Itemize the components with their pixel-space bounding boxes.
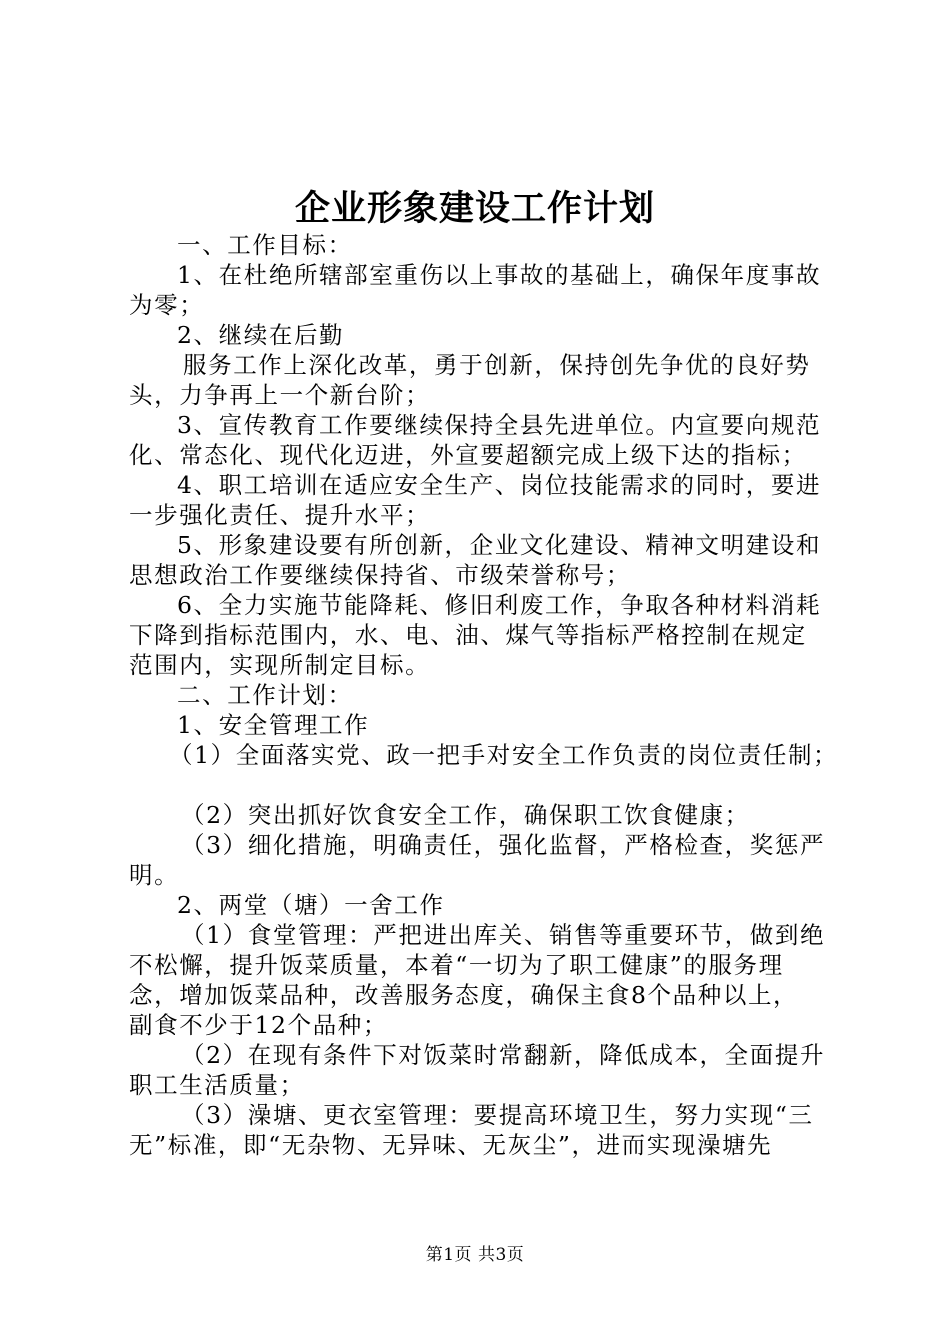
paragraph-line: 4、职工培训在适应安全生产、岗位技能需求的同时，要进 [177, 471, 822, 499]
paragraph-line: 为零； [129, 291, 205, 319]
paragraph-line: 念，增加饭菜品种，改善服务态度，确保主食8个品种以上， [129, 981, 799, 1009]
page-number-footer: 第1页 共3页 [425, 1245, 525, 1265]
paragraph-line: 6、全力实施节能降耗、修旧利废工作，争取各种材料消耗 [177, 591, 822, 619]
paragraph-line: 2、两堂（塘）一舍工作 [177, 891, 445, 919]
paragraph-line: 一步强化责任、提升水平； [129, 501, 431, 529]
paragraph-line: 2、继续在后勤 [177, 321, 345, 349]
paragraph-line: 5、形象建设要有所创新，企业文化建设、精神文明建设和 [177, 531, 822, 559]
paragraph-line: （1）食堂管理：严把进出库关、销售等重要环节，做到绝 [181, 921, 826, 949]
document-title: 企业形象建设工作计划 [294, 188, 655, 229]
paragraph-line: 明。 [129, 861, 180, 889]
paragraph-line: 化、常态化、现代化迈进，外宣要超额完成上级下达的指标； [129, 441, 807, 469]
paragraph-line: 3、宣传教育工作要继续保持全县先进单位。内宣要向规范 [177, 411, 822, 439]
paragraph-line: （2）突出抓好饮食安全工作，确保职工饮食健康； [181, 801, 750, 829]
paragraph-line: （3）细化措施，明确责任，强化监督，严格检查，奖惩严 [181, 831, 826, 859]
paragraph-line: 服务工作上深化改革，勇于创新，保持创先争优的良好势 [183, 351, 811, 379]
paragraph-line: 下降到指标范围内，水、电、油、煤气等指标严格控制在规定 [129, 621, 807, 649]
paragraph-line: 头，力争再上一个新台阶； [129, 381, 431, 409]
paragraph-line: （1）全面落实党、政一把手对安全工作负责的岗位责任制； [169, 741, 839, 769]
paragraph-line: 1、在杜绝所辖部室重伤以上事故的基础上，确保年度事故 [177, 261, 822, 289]
paragraph-line: 无”标准，即“无杂物、无异味、无灰尘”，进而实现澡塘先 [129, 1131, 773, 1159]
section-heading-goals: 一、工作目标： [177, 231, 353, 259]
paragraph-line: （3）澡塘、更衣室管理：要提高环境卫生，努力实现“三 [181, 1101, 814, 1129]
paragraph-line: 职工生活质量； [129, 1071, 305, 1099]
paragraph-line: 范围内，实现所制定目标。 [129, 651, 431, 679]
document-body [129, 230, 841, 1160]
section-heading-plan: 二、工作计划： [177, 681, 353, 709]
paragraph-line: 不松懈，提升饭菜质量，本着“一切为了职工健康”的服务理 [129, 951, 784, 979]
paragraph-line: （2）在现有条件下对饭菜时常翻新，降低成本，全面提升 [181, 1041, 826, 1069]
paragraph-line: 思想政治工作要继续保持省、市级荣誉称号； [129, 561, 631, 589]
paragraph-line: 副食不少于12个品种； [129, 1011, 389, 1039]
paragraph-line: 1、安全管理工作 [177, 711, 370, 739]
blank-line [129, 770, 841, 800]
